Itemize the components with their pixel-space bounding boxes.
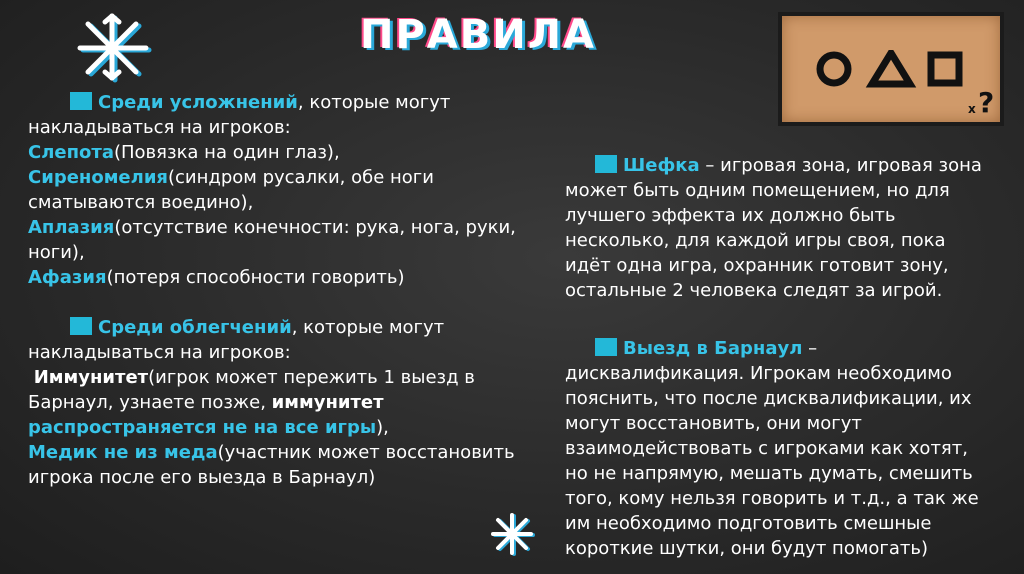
- square-bullet-icon: [595, 338, 617, 356]
- medic-desc-cont: игрока после его выезда в Барнаул): [28, 467, 376, 488]
- complications-intro-line2: накладываться на игроков:: [28, 117, 291, 138]
- complication-item: [28, 215, 548, 240]
- medic-line: [28, 440, 548, 465]
- shefka-heading: Шефка: [623, 155, 700, 176]
- shefka-line: может быть одним помещением, но для: [565, 180, 950, 201]
- snowflake-icon-bottom: [490, 512, 536, 558]
- complication-desc-cont: сматываются воедино),: [28, 192, 254, 213]
- barnaul-line: но не напрямую, мешать думать, смешить: [565, 463, 973, 484]
- barnaul-heading: Выезд в Барнаул: [623, 338, 803, 359]
- barnaul-line: взаимодействовать с игроками как хотят,: [565, 438, 968, 459]
- complication-desc: (Повязка на один глаз),: [113, 142, 340, 163]
- complication-name: Сиреномелия: [28, 167, 168, 188]
- barnaul-line: дисквалификация. Игрокам необходимо: [565, 363, 952, 384]
- complication-desc: (синдром русалки, обе ноги: [168, 167, 434, 188]
- immunity-name: Иммунитет: [33, 367, 149, 388]
- complication-desc-cont: ноги),: [28, 242, 85, 263]
- barnaul-line: короткие шутки, они будут помогать): [565, 538, 929, 559]
- barnaul-line: могут восстановить, они могут: [565, 413, 862, 434]
- reliefs-intro-line2: накладываться на игроков:: [28, 342, 291, 363]
- game-card-image: [778, 12, 1004, 126]
- immunity-line: [28, 365, 548, 390]
- reliefs-heading: Среди облегчений: [98, 317, 292, 338]
- square-bullet-icon: [70, 317, 92, 335]
- shefka-heading-line: [565, 153, 1005, 178]
- immunity-line-2: [28, 390, 548, 415]
- reliefs-intro: , которые могут: [291, 317, 445, 338]
- card-x-mark: x: [968, 102, 976, 116]
- circle-triangle-square-icon: [816, 50, 966, 88]
- barnaul-heading-line: [565, 336, 1005, 361]
- snowflake-icon-top: [72, 12, 158, 84]
- shefka-line: идёт одна игра, охранник готовит зону,: [565, 255, 949, 276]
- barnaul-line: им необходимо подготовить смешные: [565, 513, 932, 534]
- immunity-desc-cont: Барнаул, узнаете позже,: [28, 392, 272, 413]
- complications-heading: Среди усложнений: [98, 92, 298, 113]
- shefka-dash: – игровая зона, игровая зона: [699, 155, 982, 176]
- reliefs-heading-line: [28, 315, 548, 340]
- complication-item: [28, 165, 548, 190]
- complication-name: Афазия: [28, 267, 107, 288]
- complications-heading-line: [28, 90, 548, 115]
- square-bullet-icon: [70, 92, 92, 110]
- shefka-line: остальные 2 человека следят за игрой.: [565, 280, 943, 301]
- immunity-bold: иммунитет: [271, 392, 384, 413]
- barnaul-dash: –: [802, 338, 818, 359]
- complication-name: Слепота: [28, 142, 114, 163]
- immunity-end: ),: [376, 417, 389, 438]
- barnaul-line: пояснить, что после дисквалификации, их: [565, 388, 972, 409]
- medic-desc: (участник может восстановить: [217, 442, 515, 463]
- immunity-note: распространяется не на все игры: [28, 417, 377, 438]
- complication-item: [28, 140, 548, 165]
- square-bullet-icon: [595, 155, 617, 173]
- complications-intro: , которые могут: [297, 92, 451, 113]
- complication-item: [28, 265, 548, 290]
- immunity-line-3: [28, 415, 548, 440]
- complication-desc: (потеря способности говорить): [106, 267, 405, 288]
- shefka-line: лучшего эффекта их должно быть: [565, 205, 896, 226]
- medic-name: Медик не из меда: [28, 442, 218, 463]
- slide-title: ПРАВИЛА: [360, 12, 596, 58]
- question-mark-icon: ?: [978, 86, 995, 119]
- shefka-line: несколько, для каждой игры своя, пока: [565, 230, 946, 251]
- complication-name: Аплазия: [28, 217, 115, 238]
- right-column: [565, 153, 1005, 561]
- left-column: [28, 90, 548, 490]
- barnaul-line: того, кому нельзя говорить и т.д., а так же: [565, 488, 979, 509]
- immunity-desc: (игрок может пережить 1 выезд в: [148, 367, 475, 388]
- complication-desc: (отсутствие конечности: рука, нога, руки,: [114, 217, 516, 238]
